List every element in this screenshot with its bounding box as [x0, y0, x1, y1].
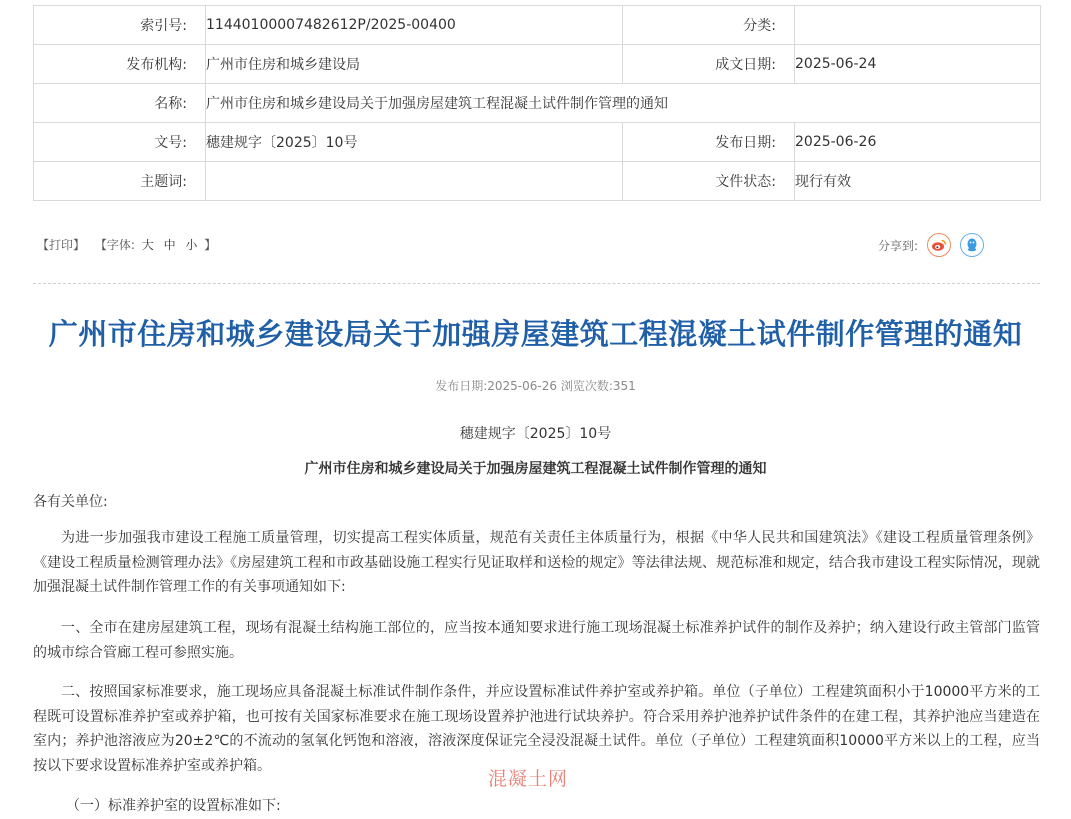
article-toolbar	[37, 236, 216, 253]
share-label: 分享到:	[878, 238, 919, 253]
meta-row	[34, 6, 1041, 45]
publish-date-label: 发布日期:	[623, 123, 795, 162]
paragraph-2	[33, 616, 1040, 665]
publish-date-value: 2025-06-26	[795, 123, 1041, 162]
meta-row	[34, 84, 1041, 123]
document-subtitle: 广州市住房和城乡建设局关于加强房屋建筑工程混凝土试件制作管理的通知	[304, 461, 767, 477]
document-meta-table	[33, 5, 1041, 201]
print-link[interactable]: 【打印】	[37, 238, 86, 252]
status-value: 现行有效	[795, 162, 1041, 201]
paragraph-1	[33, 526, 1040, 600]
greeting-text: 各有关单位:	[33, 494, 108, 510]
publish-info: 发布日期:2025-06-26 浏览次数:351	[435, 379, 636, 393]
font-medium-link[interactable]: 中	[163, 238, 176, 252]
index-label: 索引号:	[34, 6, 206, 45]
doc-number-value: 穗建规字〔2025〕10号	[206, 123, 623, 162]
weibo-icon[interactable]	[927, 233, 951, 257]
name-label: 名称:	[34, 84, 206, 123]
divider	[33, 283, 1040, 284]
index-value: 11440100007482612P/2025-00400	[206, 6, 623, 45]
publisher-value: 广州市住房和城乡建设局	[206, 45, 623, 84]
paragraph-text: 为进一步加强我市建设工程施工质量管理，切实提高工程实体质量，规范有关责任主体质量行为，根据《中华人民共和国建筑法》《建设工程质量管理条例》《建设工程质量检测管理办法》《房屋建筑工程和市政基础设施工程实行见证取样和送检的规定》等法律法规、规范标准和规定，结合我市建设工程实际情况，现就加强混凝土试件制作管理工作的有关事项通知如下:	[33, 530, 1040, 595]
page-title: 广州市住房和城乡建设局关于加强房屋建筑工程混凝土试件制作管理的通知	[48, 317, 1023, 351]
font-size-prefix: 【字体:	[94, 238, 135, 252]
share-bar	[878, 232, 984, 258]
greeting	[33, 490, 1040, 515]
qq-icon[interactable]	[960, 233, 984, 257]
font-size-suffix: 】	[204, 238, 217, 252]
name-value: 广州市住房和城乡建设局关于加强房屋建筑工程混凝土试件制作管理的通知	[206, 84, 1041, 123]
doc-number-label: 文号:	[34, 123, 206, 162]
watermark: 混凝土网	[488, 768, 569, 790]
keywords-value	[206, 162, 623, 201]
meta-row	[34, 45, 1041, 84]
status-label: 文件状态:	[623, 162, 795, 201]
paragraph-text: 一、全市在建房屋建筑工程，现场有混凝土结构施工部位的，应当按本通知要求进行施工现场混凝土标准养护试件的制作及养护；纳入建设行政主管部门监管的城市综合管廊工程可参照实施。	[33, 620, 1040, 661]
font-large-link[interactable]: 大	[141, 238, 154, 252]
document-number: 穗建规字〔2025〕10号	[459, 426, 612, 442]
font-small-link[interactable]: 小	[185, 238, 198, 252]
meta-row	[34, 123, 1041, 162]
created-date-value: 2025-06-24	[795, 45, 1041, 84]
category-value	[795, 6, 1041, 45]
created-date-label: 成文日期:	[623, 45, 795, 84]
publisher-label: 发布机构:	[34, 45, 206, 84]
keywords-label: 主题词:	[34, 162, 206, 201]
paragraph-text: 二、按照国家标准要求，施工现场应具备混凝土标准试件制作条件，并应设置标准试件养护室或养护箱。单位（子单位）工程建筑面积小于10000平方米的工程既可设置标准养护室或养护箱，也可按有关国家标准要求在施工现场设置养护池进行试块养护。符合采用养护池养护试件条件的在建工程，其养护池应当建造在室内；养护池溶液应为20±2℃的不流动的氢氧化钙饱和溶液，溶液深度保证完全浸没混凝土试件。单位（子单位）工程建筑面积10000平方米以上的工程，应当按以下要求设置标准养护室或养护箱。	[33, 684, 1040, 774]
section-heading: （一）标准养护室的设置标准如下:	[66, 798, 281, 814]
meta-row	[34, 162, 1041, 201]
category-label: 分类:	[623, 6, 795, 45]
